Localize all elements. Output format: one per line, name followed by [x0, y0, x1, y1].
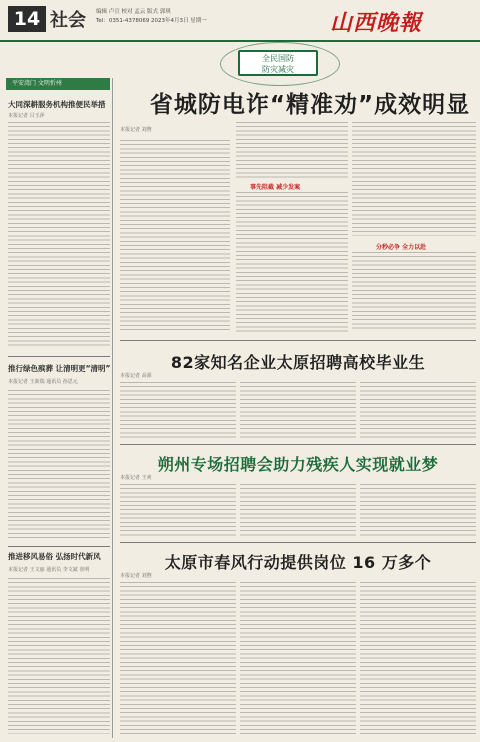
headline-2: 82家知名企业太原招聘高校毕业生: [170, 353, 426, 372]
lead-byline: 本报记者 刘煦: [120, 127, 152, 133]
rule-1: [120, 340, 476, 341]
body-2-col2: [240, 382, 356, 438]
sidebar-headline-3: 推进移风易俗 弘扬时代新风: [8, 552, 101, 561]
header-info-line1: 编辑 卢宣 校对 孟云 版式 郭琪: [96, 9, 171, 15]
lead-body-col2a: [236, 122, 348, 178]
body-2-col3: [360, 382, 476, 438]
byline-3: 本报记者 王爽: [120, 475, 152, 481]
sidebar-body-2: [8, 390, 110, 540]
sidebar-tag: 平安湾门 文明忻州: [6, 78, 110, 90]
body-3-col1: [120, 484, 236, 536]
body-2-col1: [120, 382, 236, 438]
sidebar-rule-2: [8, 546, 110, 547]
section-title: 社会: [50, 10, 86, 31]
sidebar-body-1: [8, 122, 110, 348]
badge-line2: 防灾减灾: [262, 65, 294, 74]
headline-3: 朔州专场招聘会助力残疾人实现就业梦: [157, 455, 439, 474]
sidebar-body-3: [8, 578, 110, 734]
body-4-col2: [240, 582, 356, 734]
sidebar-byline-1: 本报记者 吕玉萍: [8, 113, 45, 119]
lead-subhead-1: 事先阻截 减少发案: [250, 184, 301, 191]
newspaper-masthead: 山西晚報: [330, 10, 423, 36]
sidebar-byline-2: 本报记者 王新瑞 通讯员 孙思元: [8, 379, 78, 385]
page-number: 14: [8, 6, 46, 32]
byline-2: 本报记者 高源: [120, 373, 152, 379]
sidebar-rule-1: [8, 356, 110, 357]
sidebar-byline-3: 本报记者 王文丽 通讯员 李文斌 喜明: [8, 567, 90, 573]
body-4-col3: [360, 582, 476, 734]
badge-line1: 全民国防: [262, 54, 294, 63]
lead-body-col3b: [352, 252, 476, 332]
rule-2: [120, 444, 476, 445]
body-4-col1: [120, 582, 236, 734]
sidebar-divider: [112, 78, 113, 738]
sidebar-headline-2: 推行绿色殡葬 让清明更“清明”: [8, 364, 111, 373]
byline-4: 本报记者 刘煦: [120, 573, 152, 579]
body-3-col2: [240, 484, 356, 536]
lead-headline: 省城防电诈“精准劝”成效明显: [149, 92, 471, 118]
lead-body-col2b: [236, 192, 348, 332]
rule-3: [120, 542, 476, 543]
lead-body-col3a: [352, 122, 476, 236]
headline-4: 太原市春风行动提供岗位 16 万多个: [164, 553, 432, 572]
header-info: [96, 8, 276, 26]
lead-body-col1: [120, 140, 230, 332]
header-info-line2: Tel：0351-4378069 2023年4月3日 星期一: [96, 18, 207, 24]
defense-badge: [238, 50, 318, 76]
body-3-col3: [360, 484, 476, 536]
sidebar-headline-1: 大同深耕服务机构推便民举措: [8, 100, 106, 109]
lead-subhead-2: 分秒必争 全力以赴: [376, 244, 427, 251]
